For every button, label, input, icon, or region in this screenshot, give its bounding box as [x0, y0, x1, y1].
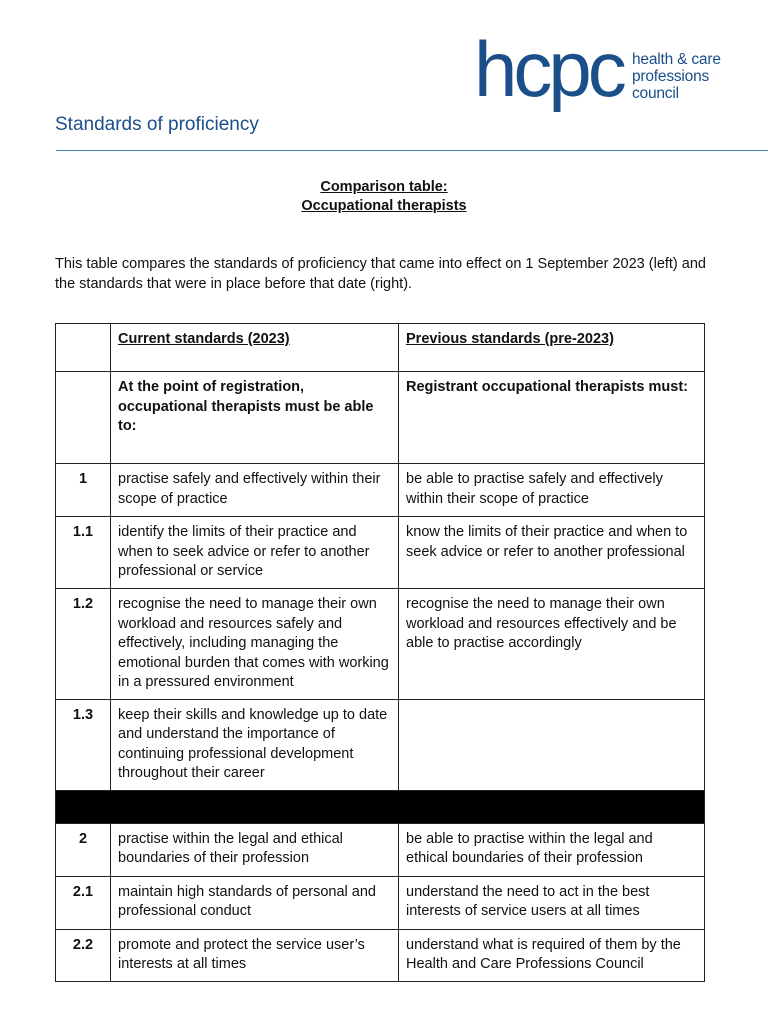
intro-paragraph: This table compares the standards of proficiency that came into effect on 1 September 2023 (left) and the standards that were in place before that date (right).	[55, 256, 706, 292]
logo-wordmark	[632, 51, 721, 102]
header-current: Current standards (2023)	[111, 324, 399, 372]
row-current: practise within the legal and ethical boundaries of their profession	[111, 823, 399, 876]
row-current: practise safely and effectively within their scope of practice	[111, 464, 399, 517]
table-header-row	[56, 324, 705, 372]
row-previous: understand what is required of them by the Health and Care Professions Council	[399, 929, 705, 981]
row-current: promote and protect the service user’s interests at all times	[111, 929, 399, 981]
logo-line-3: council	[632, 85, 679, 102]
header-num-cell	[56, 324, 111, 372]
table-row	[56, 929, 705, 981]
row-number: 2.2	[56, 929, 111, 981]
row-previous: know the limits of their practice and when to seek advice or refer to another professional	[399, 517, 705, 589]
row-previous	[399, 699, 705, 790]
row-number: 2	[56, 823, 111, 876]
row-current: keep their skills and knowledge up to date and understand the importance of continuing professional development throughout their career	[111, 699, 399, 790]
row-current: identify the limits of their practice and when to seek advice or refer to another professional or service	[111, 517, 399, 589]
logo-line-1: health & care	[632, 51, 721, 68]
row-number: 1.2	[56, 589, 111, 700]
comparison-heading	[0, 178, 768, 216]
table-row	[56, 589, 705, 700]
section-divider-row	[56, 790, 705, 823]
row-number: 1.1	[56, 517, 111, 589]
table-row	[56, 876, 705, 929]
row-previous: be able to practise within the legal and ethical boundaries of their profession	[399, 823, 705, 876]
lead-previous: Registrant occupational therapists must:	[399, 372, 705, 464]
table-lead-row	[56, 372, 705, 464]
row-previous: be able to practise safely and effectively within their scope of practice	[399, 464, 705, 517]
header-previous: Previous standards (pre-2023)	[399, 324, 705, 372]
table-row	[56, 699, 705, 790]
row-current: recognise the need to manage their own workload and resources safely and effectively, including managing the emotional burden that comes with working in a pressured environment	[111, 589, 399, 700]
table-row	[56, 823, 705, 876]
logo-mark: hcpc	[474, 25, 623, 113]
row-previous: understand the need to act in the best interests of service users at all times	[399, 876, 705, 929]
document-title: Standards of proficiency	[55, 114, 259, 135]
section-divider	[56, 790, 705, 823]
lead-current: At the point of registration, occupational therapists must be able to:	[111, 372, 399, 464]
lead-num-cell	[56, 372, 111, 464]
table-row	[56, 464, 705, 517]
heading-line-2: Occupational therapists	[301, 198, 467, 214]
heading-line-1: Comparison table:	[320, 179, 448, 195]
row-number: 1.3	[56, 699, 111, 790]
row-number: 2.1	[56, 876, 111, 929]
hcpc-logo	[474, 25, 744, 116]
row-previous: recognise the need to manage their own workload and resources effectively and be able to practise accordingly	[399, 589, 705, 700]
comparison-table	[55, 323, 705, 982]
logo-line-2: professions	[632, 68, 710, 85]
table-row	[56, 517, 705, 589]
row-number: 1	[56, 464, 111, 517]
header-rule	[56, 150, 768, 151]
row-current: maintain high standards of personal and professional conduct	[111, 876, 399, 929]
